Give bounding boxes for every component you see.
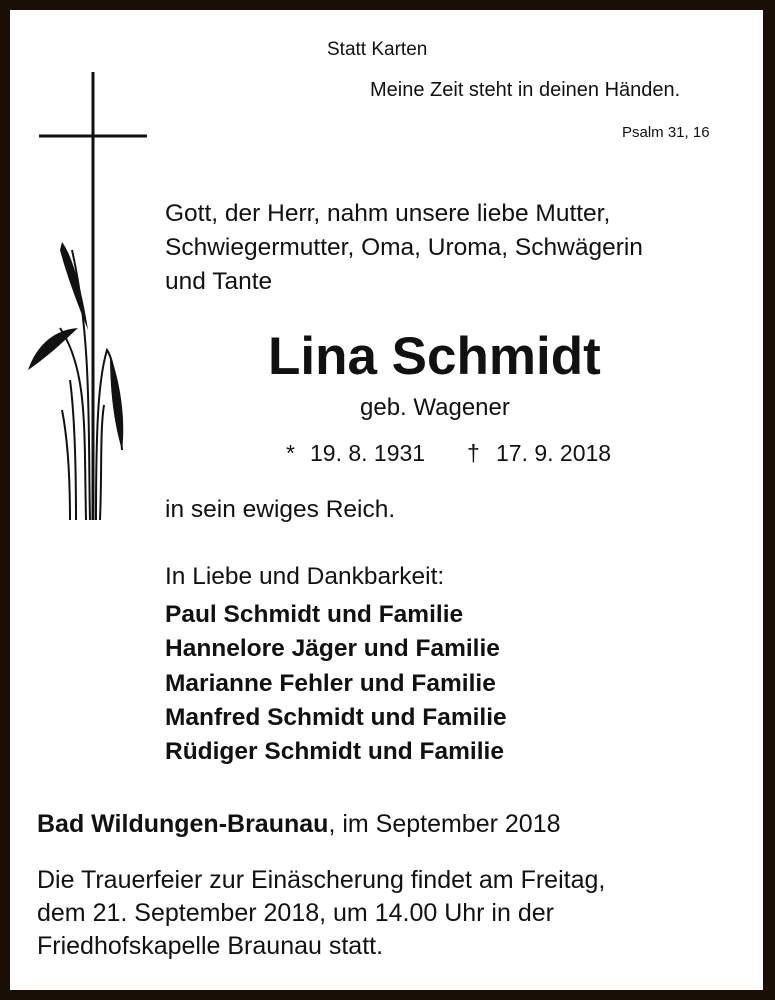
place-date bbox=[37, 812, 561, 837]
mourner: Hannelore Jäger und Familie bbox=[165, 635, 500, 662]
intro-line: und Tante bbox=[165, 268, 273, 295]
intro-line: Gott, der Herr, nahm unsere liebe Mutter, bbox=[165, 200, 611, 227]
verse-reference: Psalm 31, 16 bbox=[622, 124, 710, 141]
death-date: 17. 9. 2018 bbox=[496, 440, 612, 466]
verse: Meine Zeit steht in deinen Händen. bbox=[370, 79, 681, 101]
mourner: Paul Schmidt und Familie bbox=[165, 601, 464, 628]
date-text: , im September 2018 bbox=[328, 810, 561, 838]
maiden-name: geb. Wagener bbox=[360, 394, 510, 421]
cross-wheat-icon bbox=[10, 10, 170, 530]
intro-line: Schwiegermutter, Oma, Uroma, Schwägerin bbox=[165, 234, 643, 261]
mourners-heading: In Liebe und Dankbarkeit: bbox=[165, 563, 445, 590]
birth-date: 19. 8. 1931 bbox=[310, 440, 426, 466]
outro: in sein ewiges Reich. bbox=[165, 496, 396, 523]
place: Bad Wildungen-Braunau bbox=[37, 810, 329, 838]
service-line: Friedhofskapelle Braunau statt. bbox=[37, 932, 384, 960]
mourner: Marianne Fehler und Familie bbox=[165, 670, 496, 697]
deceased-name: Lina Schmidt bbox=[268, 327, 601, 386]
statt-karten: Statt Karten bbox=[327, 39, 428, 60]
mourner: Manfred Schmidt und Familie bbox=[165, 704, 507, 731]
obituary-card bbox=[10, 10, 763, 990]
death-symbol: † bbox=[467, 440, 480, 466]
service-line: Die Trauerfeier zur Einäscherung findet am Freitag, bbox=[37, 866, 606, 894]
service-line: dem 21. September 2018, um 14.00 Uhr in der bbox=[37, 899, 554, 927]
birth-symbol: * bbox=[286, 440, 295, 466]
mourner: Rüdiger Schmidt und Familie bbox=[165, 738, 504, 765]
